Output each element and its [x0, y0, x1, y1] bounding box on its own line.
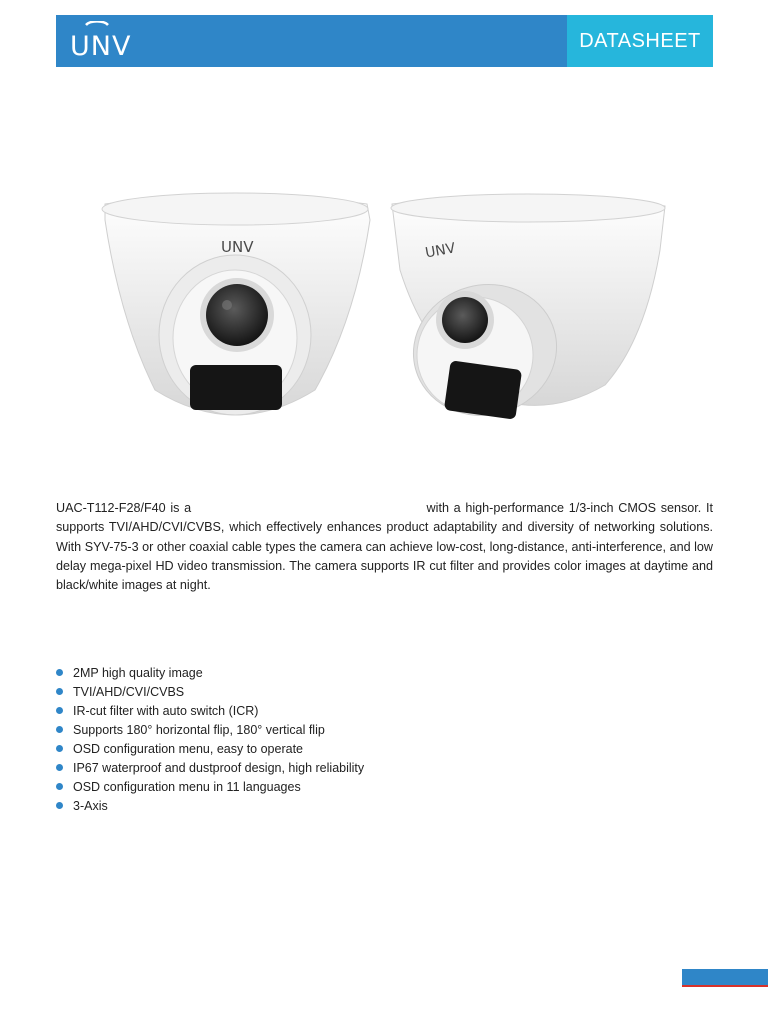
- bullet-icon: [56, 726, 63, 733]
- dome-camera-front-icon: [102, 193, 370, 415]
- intro-text-part2: with a high-performance 1/3-inch CMOS sensor. It supports TVI/AHD/CVI/CVBS, which effectively enhances product adaptability and diversity of networking solutions. With SYV-75-3 or other coaxial cable types the camera can achieve low-cost, long-distance, anti-interference, and low delay mega-pixel HD video transmission. The camera supports IR cut filter and provides color images at daytime and black/white images at night.: [56, 501, 714, 593]
- feature-item: IP67 waterproof and dustproof design, high reliability: [56, 758, 656, 777]
- intro-paragraph: [56, 499, 713, 595]
- camera-brand-label: UNV: [221, 238, 254, 256]
- feature-item: Supports 180° horizontal flip, 180° vertical flip: [56, 720, 656, 739]
- bullet-icon: [56, 802, 63, 809]
- feature-item: OSD configuration menu, easy to operate: [56, 739, 656, 758]
- feature-item: OSD configuration menu in 11 languages: [56, 777, 656, 796]
- product-image: [95, 180, 675, 435]
- bullet-icon: [56, 764, 63, 771]
- bullet-icon: [56, 745, 63, 752]
- bullet-icon: [56, 669, 63, 676]
- footer-tab: [682, 969, 768, 987]
- feature-item: IR-cut filter with auto switch (ICR): [56, 701, 656, 720]
- brand-logo: [56, 15, 132, 67]
- feature-item: 3-Axis: [56, 796, 656, 815]
- bullet-icon: [56, 707, 63, 714]
- header-bar: [56, 15, 713, 67]
- feature-item: 2MP high quality image: [56, 663, 656, 682]
- bullet-icon: [56, 688, 63, 695]
- camera-brand-label-2: UNV: [424, 240, 457, 262]
- dome-camera-angled-icon: [391, 194, 665, 431]
- bullet-icon: [56, 783, 63, 790]
- unv-logo-icon: [68, 21, 132, 61]
- intro-text-part1: UAC-T112-F28/F40 is a: [56, 501, 192, 515]
- datasheet-badge: DATASHEET: [567, 15, 713, 67]
- feature-item: TVI/AHD/CVI/CVBS: [56, 682, 656, 701]
- svg-text:UNV: UNV: [70, 31, 132, 61]
- feature-list: [56, 663, 656, 815]
